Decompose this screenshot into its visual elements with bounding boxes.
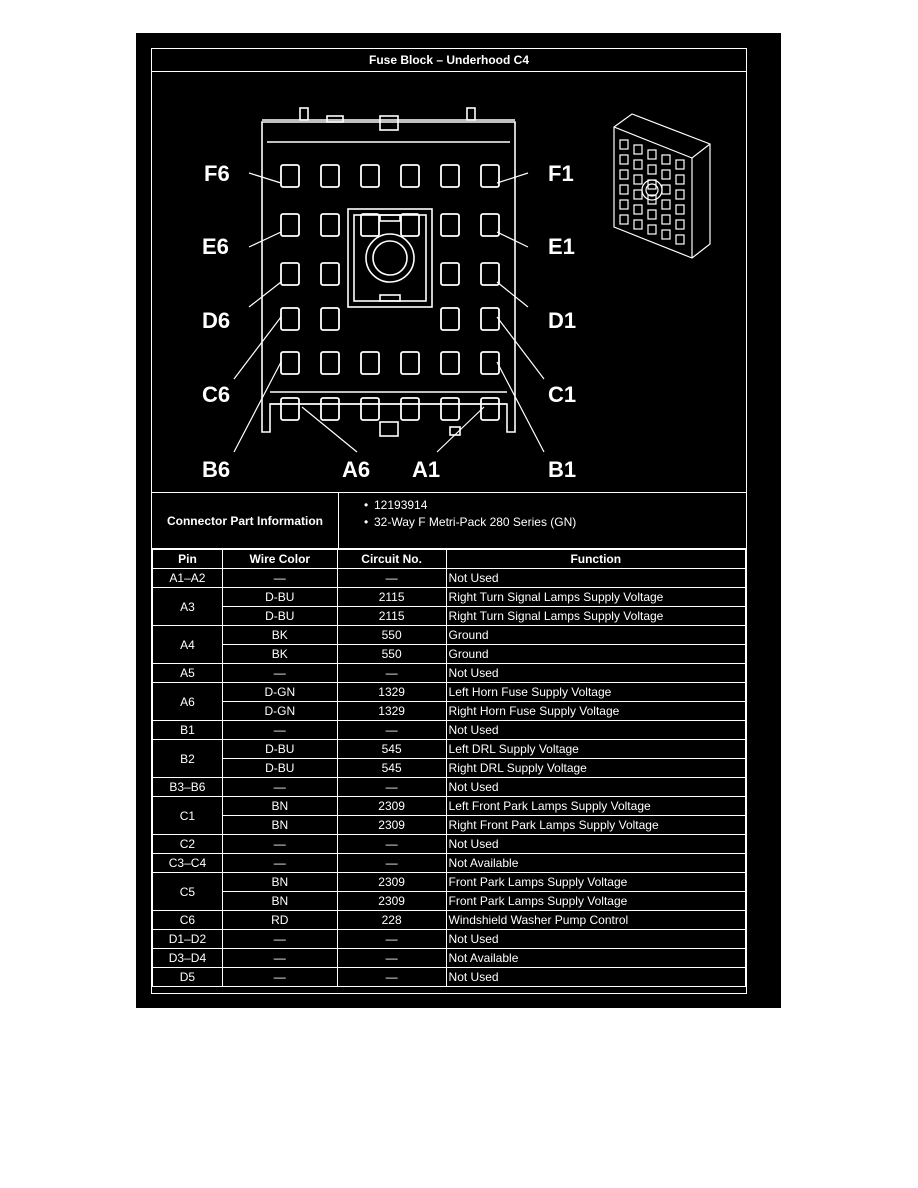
- table-row: [153, 930, 746, 949]
- pin-label-d1: D1: [548, 308, 577, 333]
- iso-cavity: [662, 215, 670, 224]
- pin-cell: A5: [153, 664, 223, 683]
- wire-color-cell: BK: [222, 626, 337, 645]
- function-cell: Front Park Lamps Supply Voltage: [446, 892, 745, 911]
- iso-cavity: [620, 140, 628, 149]
- pin-cell: A3: [153, 588, 223, 626]
- pin-label-f6: F6: [204, 161, 230, 186]
- pin-cavity: [481, 398, 499, 420]
- pin-cavity: [481, 308, 499, 330]
- pin-cavity: [321, 214, 339, 236]
- pin-cavity: [361, 214, 379, 236]
- circuit-cell: —: [337, 930, 446, 949]
- pin-cavity: [441, 214, 459, 236]
- function-cell: Front Park Lamps Supply Voltage: [446, 873, 745, 892]
- pin-cavity: [361, 165, 379, 187]
- pin-cavity: [441, 398, 459, 420]
- wire-color-cell: D-BU: [222, 607, 337, 626]
- circuit-cell: —: [337, 949, 446, 968]
- pin-label-a1: A1: [412, 457, 441, 482]
- pin-cell: B3–B6: [153, 778, 223, 797]
- function-cell: Not Used: [446, 664, 745, 683]
- iso-cavity: [620, 170, 628, 179]
- pin-label-c1: C1: [548, 382, 577, 407]
- table-row: [153, 911, 746, 930]
- pin-cavity: [441, 263, 459, 285]
- circuit-cell: —: [337, 835, 446, 854]
- function-cell: Right DRL Supply Voltage: [446, 759, 745, 778]
- table-row: [153, 759, 746, 778]
- wire-color-cell: D-GN: [222, 702, 337, 721]
- pin-label-d6: D6: [202, 308, 231, 333]
- table-row: [153, 854, 746, 873]
- pin-cavity: [361, 398, 379, 420]
- wire-color-cell: —: [222, 930, 337, 949]
- circuit-cell: —: [337, 854, 446, 873]
- iso-cavity: [634, 175, 642, 184]
- wire-color-cell: —: [222, 854, 337, 873]
- table-row: [153, 626, 746, 645]
- circuit-cell: 545: [337, 759, 446, 778]
- pin-cavity: [401, 214, 419, 236]
- wire-color-cell: —: [222, 778, 337, 797]
- pin-cavity: [401, 352, 419, 374]
- document-title: Fuse Block – Underhood C4: [152, 49, 746, 72]
- pin-cavity: [281, 308, 299, 330]
- wire-color-cell: —: [222, 569, 337, 588]
- iso-cavity: [676, 190, 684, 199]
- pin-cavity: [281, 214, 299, 236]
- function-cell: Left Front Park Lamps Supply Voltage: [446, 797, 745, 816]
- iso-cavity: [662, 230, 670, 239]
- function-cell: Left DRL Supply Voltage: [446, 740, 745, 759]
- circuit-cell: 2309: [337, 873, 446, 892]
- circuit-cell: —: [337, 721, 446, 740]
- pin-cell: B1: [153, 721, 223, 740]
- table-row: [153, 797, 746, 816]
- function-cell: Not Used: [446, 835, 745, 854]
- header-wire-color: Wire Color: [222, 550, 337, 569]
- function-cell: Not Used: [446, 930, 745, 949]
- pin-cavity: [481, 352, 499, 374]
- wire-color-cell: —: [222, 664, 337, 683]
- pin-cell: D5: [153, 968, 223, 987]
- circuit-cell: —: [337, 664, 446, 683]
- header-circuit-no: Circuit No.: [337, 550, 446, 569]
- table-row: [153, 588, 746, 607]
- pin-cavity: [321, 165, 339, 187]
- pin-cavity: [401, 398, 419, 420]
- circuit-cell: 1329: [337, 702, 446, 721]
- function-cell: Ground: [446, 626, 745, 645]
- pin-cavity: [281, 398, 299, 420]
- iso-cavity: [662, 170, 670, 179]
- table-row: [153, 607, 746, 626]
- pin-label-f1: F1: [548, 161, 574, 186]
- table-row: [153, 873, 746, 892]
- iso-cavity: [620, 215, 628, 224]
- pin-cavity: [321, 398, 339, 420]
- connector-part-info: [152, 492, 746, 549]
- pin-label-e1: E1: [548, 234, 575, 259]
- pin-cavity: [281, 263, 299, 285]
- pin-cell: A1–A2: [153, 569, 223, 588]
- circuit-cell: —: [337, 968, 446, 987]
- pin-cell: D3–D4: [153, 949, 223, 968]
- pin-table-header-row: [153, 550, 746, 569]
- iso-cavity: [676, 235, 684, 244]
- iso-cavity: [634, 160, 642, 169]
- function-cell: Not Available: [446, 949, 745, 968]
- iso-cavity: [648, 210, 656, 219]
- pin-cavity: [481, 214, 499, 236]
- function-cell: Not Used: [446, 721, 745, 740]
- wire-color-cell: —: [222, 835, 337, 854]
- table-row: [153, 740, 746, 759]
- pin-cavity-grid: [281, 165, 499, 420]
- table-row: [153, 949, 746, 968]
- pin-cell: C3–C4: [153, 854, 223, 873]
- circuit-cell: 2115: [337, 607, 446, 626]
- connector-part-info-label: Connector Part Information: [152, 493, 339, 548]
- iso-cavity: [662, 200, 670, 209]
- pin-label-b1: B1: [548, 457, 577, 482]
- iso-cavity: [676, 220, 684, 229]
- connector-series: • 32-Way F Metri-Pack 280 Series (GN): [352, 514, 576, 531]
- pin-cavity: [481, 165, 499, 187]
- function-cell: Not Used: [446, 968, 745, 987]
- wire-color-cell: —: [222, 968, 337, 987]
- iso-cavity: [634, 190, 642, 199]
- connector-isometric-view: [614, 114, 710, 258]
- iso-cavity: [676, 160, 684, 169]
- table-row: [153, 835, 746, 854]
- circuit-cell: 2115: [337, 588, 446, 607]
- pin-cavity: [281, 165, 299, 187]
- function-cell: Right Horn Fuse Supply Voltage: [446, 702, 745, 721]
- wire-color-cell: D-BU: [222, 588, 337, 607]
- pin-cavity: [281, 352, 299, 374]
- pin-label-b6: B6: [202, 457, 231, 482]
- table-row: [153, 683, 746, 702]
- circuit-cell: 2309: [337, 892, 446, 911]
- iso-cavity: [662, 185, 670, 194]
- pin-table-body: [153, 569, 746, 987]
- iso-cavity: [676, 205, 684, 214]
- iso-cavity: [620, 185, 628, 194]
- circuit-cell: 2309: [337, 816, 446, 835]
- part-number: • 12193914: [352, 497, 576, 514]
- table-row: [153, 816, 746, 835]
- header-function: Function: [446, 550, 745, 569]
- wire-color-cell: D-BU: [222, 759, 337, 778]
- wire-color-cell: D-GN: [222, 683, 337, 702]
- table-row: [153, 702, 746, 721]
- table-row: [153, 892, 746, 911]
- wire-color-cell: —: [222, 721, 337, 740]
- table-row: [153, 664, 746, 683]
- wire-color-cell: RD: [222, 911, 337, 930]
- wire-color-cell: BN: [222, 873, 337, 892]
- pin-cavity: [441, 165, 459, 187]
- function-cell: Right Front Park Lamps Supply Voltage: [446, 816, 745, 835]
- circuit-cell: 1329: [337, 683, 446, 702]
- pin-cell: D1–D2: [153, 930, 223, 949]
- header-pin: Pin: [153, 550, 223, 569]
- connector-face-drawing: [152, 72, 746, 492]
- wire-color-cell: BN: [222, 816, 337, 835]
- circuit-cell: —: [337, 569, 446, 588]
- pin-cell: C2: [153, 835, 223, 854]
- pin-cavity: [321, 263, 339, 285]
- pin-label-a6: A6: [342, 457, 371, 482]
- connector-part-info-list: [352, 497, 576, 531]
- wire-color-cell: BN: [222, 797, 337, 816]
- iso-cavity: [662, 155, 670, 164]
- pin-cell: C5: [153, 873, 223, 911]
- circuit-cell: 550: [337, 645, 446, 664]
- iso-cavity: [620, 155, 628, 164]
- pin-cell: B2: [153, 740, 223, 778]
- function-cell: Not Available: [446, 854, 745, 873]
- table-row: [153, 778, 746, 797]
- wire-color-cell: D-BU: [222, 740, 337, 759]
- pin-table: [152, 549, 746, 987]
- circuit-cell: 228: [337, 911, 446, 930]
- function-cell: Left Horn Fuse Supply Voltage: [446, 683, 745, 702]
- table-row: [153, 569, 746, 588]
- pin-cavity: [481, 263, 499, 285]
- wire-color-cell: —: [222, 949, 337, 968]
- connector-diagram: [152, 72, 746, 492]
- circuit-cell: 2309: [337, 797, 446, 816]
- circuit-cell: 545: [337, 740, 446, 759]
- document-sheet: [136, 33, 781, 1008]
- pin-label-e6: E6: [202, 234, 229, 259]
- pin-cell: C6: [153, 911, 223, 930]
- pin-cavity: [441, 352, 459, 374]
- function-cell: Not Used: [446, 569, 745, 588]
- pin-cavity: [441, 308, 459, 330]
- table-row: [153, 721, 746, 740]
- circuit-cell: 550: [337, 626, 446, 645]
- function-cell: Ground: [446, 645, 745, 664]
- pin-cavity: [321, 308, 339, 330]
- pin-cell: A6: [153, 683, 223, 721]
- connector-frame: [151, 48, 747, 994]
- iso-cavity: [634, 220, 642, 229]
- function-cell: Right Turn Signal Lamps Supply Voltage: [446, 588, 745, 607]
- function-cell: Not Used: [446, 778, 745, 797]
- iso-cavity: [676, 175, 684, 184]
- iso-cavity: [648, 225, 656, 234]
- iso-cavity: [620, 200, 628, 209]
- pin-cell: A4: [153, 626, 223, 664]
- function-cell: Right Turn Signal Lamps Supply Voltage: [446, 607, 745, 626]
- pin-cavity: [361, 352, 379, 374]
- pin-cavity: [321, 352, 339, 374]
- wire-color-cell: BN: [222, 892, 337, 911]
- pin-cavity: [401, 165, 419, 187]
- table-row: [153, 968, 746, 987]
- pin-label-c6: C6: [202, 382, 231, 407]
- wire-color-cell: BK: [222, 645, 337, 664]
- iso-cavity: [648, 150, 656, 159]
- pin-cell: C1: [153, 797, 223, 835]
- iso-cavity: [634, 145, 642, 154]
- iso-cavity: [648, 165, 656, 174]
- table-row: [153, 645, 746, 664]
- function-cell: Windshield Washer Pump Control: [446, 911, 745, 930]
- iso-cavity: [634, 205, 642, 214]
- circuit-cell: —: [337, 778, 446, 797]
